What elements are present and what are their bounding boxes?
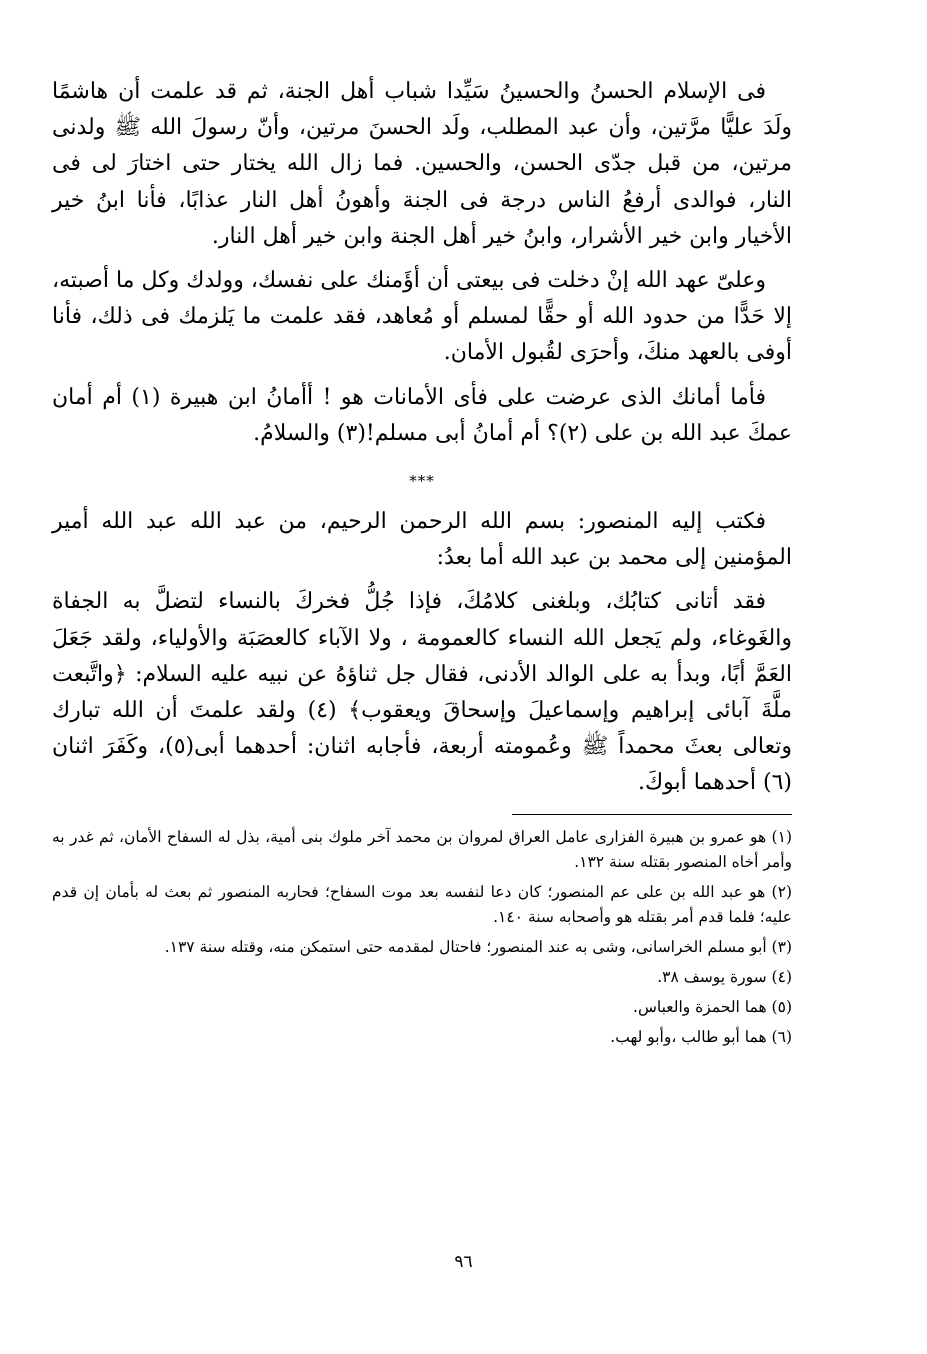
paragraph-2: وعلىّ عهد الله إنْ دخلت فى بيعتى أن أؤَمنك على نفسك، وولدك وكل ما أصبته، إلا حَدًّا من حدود الله أو حقًّا لمسلم أو مُعاهد، فقد علمت ما يَلزمك فى ذلك، فأنا أوفى بالعهد منكَ، وأحرَى لقُبول الأمان.	[52, 268, 792, 366]
footnote-6: (٦) هما أبو طالب ،وأبو لهب.	[610, 1027, 792, 1046]
footnote-3: (٣) أبو مسلم الخراسانى، وشى به عند المنصور؛ فاحتال لمقدمه حتى استمكن منه، وقتله سنة ١٣٧.	[164, 937, 792, 956]
footnote-5: (٥) هما الحمزة والعباس.	[633, 997, 792, 1016]
footnote-divider	[512, 814, 792, 815]
footnote-1: (١) هو عمرو بن هبيرة الفزارى عامل العراق لمروان بن محمد آخر ملوك بنى أمية، بذل له السفاح الأمان، ثم غدر به وأمر أخاه المنصور بقتله سنة ١٣٢.	[52, 827, 792, 871]
footnotes	[52, 825, 792, 1050]
paragraph-4: فكتب إليه المنصور: بسم الله الرحمن الرحيم، من عبد الله عبد الله أمير المؤمنين إلى محمد بن عبد الله أما بعدُ:	[52, 509, 792, 571]
paragraph-1: فى الإسلام الحسنُ والحسينُ سَيِّدا شباب أهل الجنة، ثم قد علمت أن هاشمًا ولَدَ عليًّا مرَّتين، وأن عبد المطلب، ولَد الحسنَ مرتين، وأنّ رسولَ الله ﷺ ولدنى مرتين، من قبل جدّى الحسن، والحسين. فما زال الله يختار حتى اختارَ لى فى النار، فوالدى أرفعُ الناس درجة فى الجنة وأهونُ أهل النار عذابًا، فأنا ابنُ خير الأخيار وابن خير الأشرار، وابنُ خير أهل الجنة وابن خير أهل النار.	[52, 79, 792, 249]
footnote-2: (٢) هو عبد الله بن على عم المنصور؛ كان دعا لنفسه بعد موت السفاح؛ فحاربه المنصور ثم بعث له بأمان إن قدم عليه؛ فلما قدم أمر بقتله هو وأصحابه سنة ١٤٠.	[52, 882, 792, 926]
page-body	[52, 74, 792, 1055]
paragraph-5: فقد أتانى كتابُك، وبلغنى كلامُكَ، فإذا جُلُّ فخركَ بالنساء لتضلَّ به الجفاة والغَوغاء، ولم يَجعل الله النساء كالعمومة ، ولا الآباء كالعصَبَة والأولياء، ولقد جَعَلَ العَمَّ أبًا، وبدأ به على الوالد الأدنى، فقال جل ثناؤهُ عن نبيه عليه السلام: ﴿واتَّبعت ملَّةَ آبائى إبراهيم وإسماعيلَ وإسحاقَ ويعقوب﴾ (٤) ولقد علمتَ أن الله تبارك وتعالى بعثَ محمداً ﷺ وعُمومته أربعة، فأجابه اثنان: أحدهما أبى(٥)، وكَفَرَ اثنان (٦) أحدهما أبوكَ.	[52, 589, 792, 796]
footnote-4: (٤) سورة يوسف ٣٨.	[657, 967, 792, 986]
page-number: ٩٦	[454, 1252, 473, 1272]
paragraph-3: فأما أمانك الذى عرضت على فأى الأمانات هو ! أأمانُ ابن هبيرة (١) أم أمان عمكَ عبد الله بن على (٢)؟ أم أمانُ أبى مسلم!(٣) والسلامُ.	[52, 384, 792, 446]
section-separator: ***	[409, 472, 435, 491]
